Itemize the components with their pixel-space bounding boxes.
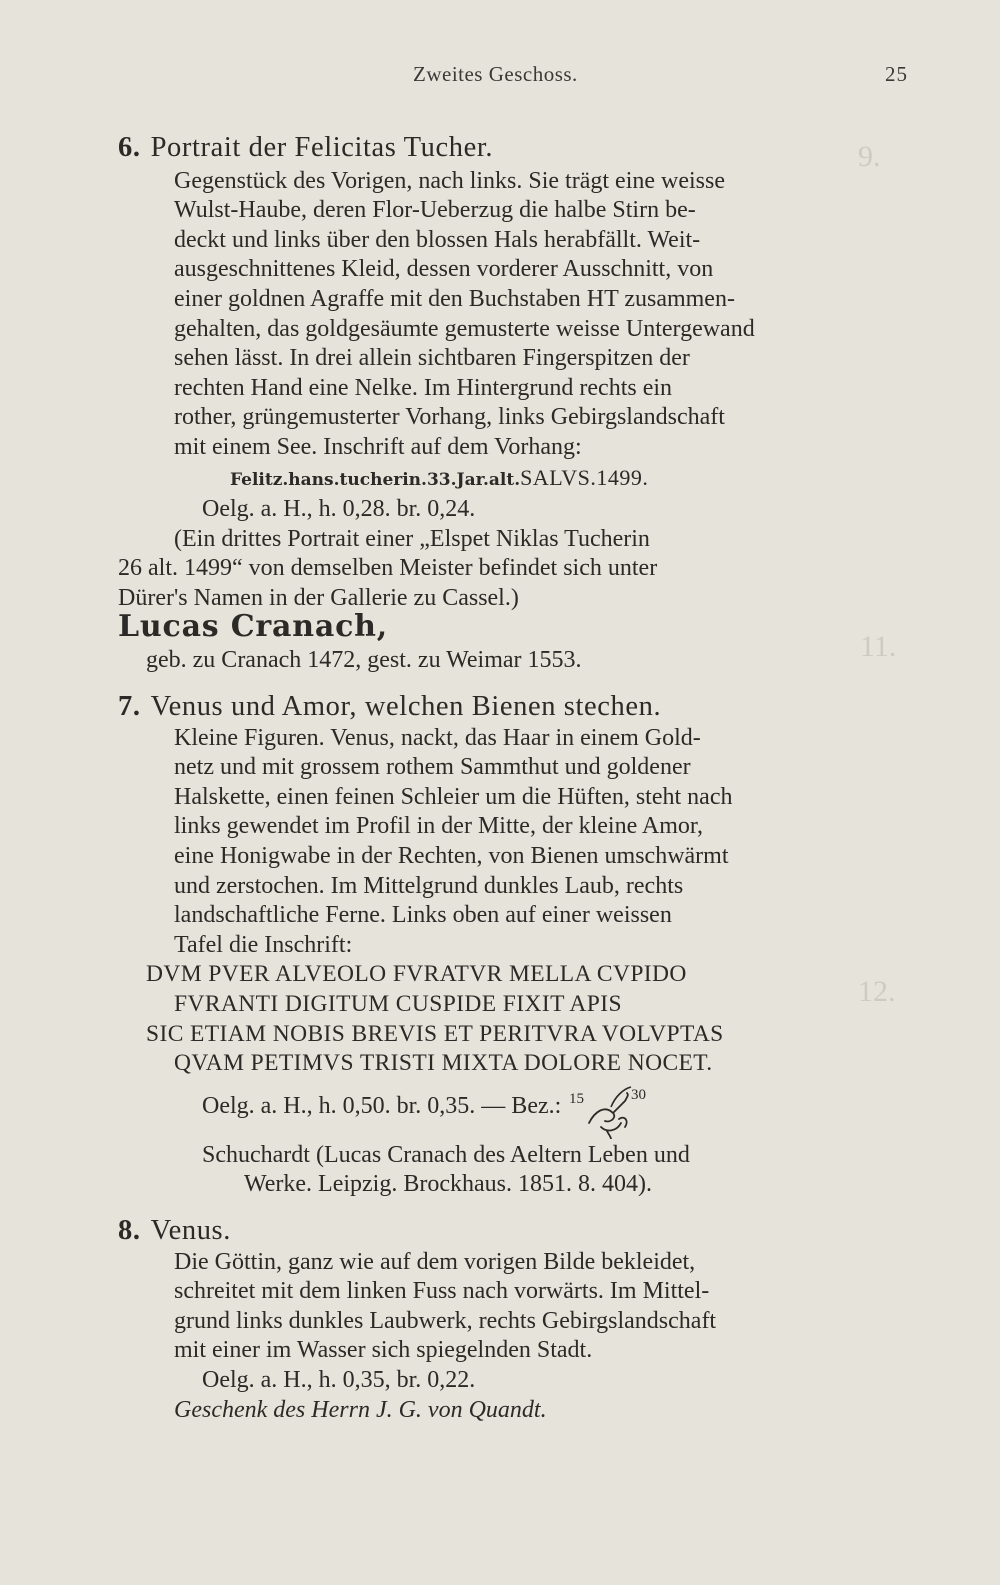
entry-note-continued: [118, 554, 916, 613]
entry-title: Portrait der Felicitas Tucher.: [150, 132, 494, 163]
text-line: Werke. Leipzig. Brockhaus. 1851. 8. 404).: [244, 1171, 652, 1198]
text-line: Die Göttin, ganz wie auf dem vorigen Bilde bekleidet,: [174, 1248, 696, 1275]
entry-title: Venus und Amor, welchen Bienen stechen.: [150, 691, 662, 722]
measurements: Oelg. a. H., h. 0,28. br. 0,24.: [202, 496, 476, 523]
inscription-line: SIC ETIAM NOBIS BREVIS ET PERITVRA VOLVPTAS: [146, 1020, 724, 1047]
entry-description: [174, 1248, 916, 1366]
text-line: Tafel die Inschrift:: [174, 931, 353, 958]
inscription: [230, 463, 918, 496]
artist-section: [118, 609, 918, 675]
entry-number: 8.: [118, 1215, 141, 1246]
entry-description: [174, 724, 916, 961]
show-through-text: 11.: [860, 630, 897, 663]
inscription-line: QVAM PETIMVS TRISTI MIXTA DOLORE NOCET.: [174, 1050, 713, 1077]
text-line: Dürer's Namen in der Gallerie zu Cassel.): [118, 584, 519, 611]
text-line: links gewendet im Profil in der Mitte, der kleine Amor,: [174, 813, 703, 840]
catalogue-entry-8: [118, 1216, 918, 1425]
text-line: netz und mit grossem rothem Sammthut und goldener: [174, 754, 691, 781]
inscription-fraktur: Felitz.hans.tucherin.33.Jar.alt.: [230, 469, 521, 490]
inscription-line: FVRANTI DIGITUM CUSPIDE FIXIT APIS: [174, 990, 622, 1017]
measurements: Oelg. a. H., h. 0,50. br. 0,35. — Bez.:: [202, 1092, 562, 1119]
text-line: Wulst-Haube, deren Flor-Ueberzug die halbe Stirn be-: [174, 197, 696, 224]
catalogue-entry-6: [118, 133, 918, 614]
entry-number: 6.: [118, 132, 141, 163]
text-line: Schuchardt (Lucas Cranach des Aeltern Leben und: [202, 1141, 690, 1168]
svg-text:30: 30: [631, 1086, 647, 1103]
text-line: Gegenstück des Vorigen, nach links. Sie trägt eine weisse: [174, 167, 725, 194]
svg-text:15: 15: [569, 1090, 585, 1107]
entry-number: 7.: [118, 691, 141, 722]
text-line: mit einer im Wasser sich spiegelnden Stadt.: [174, 1337, 593, 1364]
text-line: einer goldnen Agraffe mit den Buchstaben HT zusammen-: [174, 285, 735, 312]
running-header: [0, 62, 1000, 92]
show-through-text: 9.: [858, 140, 881, 173]
entry-title: Venus.: [150, 1215, 231, 1246]
entry-heading: [118, 692, 918, 722]
text-line: (Ein drittes Portrait einer „Elspet Niklas Tucherin: [174, 525, 650, 552]
reference: [202, 1141, 916, 1200]
catalogue-entry-7: [118, 692, 918, 1200]
text-line: und zerstochen. Im Mittelgrund dunkles Laub, rechts: [174, 872, 684, 899]
text-line: sehen lässt. In drei allein sichtbaren Fingerspitzen der: [174, 345, 690, 372]
inscription-roman: SALVS.1499.: [520, 464, 649, 490]
artist-name: Lucas Cranach,: [118, 609, 389, 644]
running-title: Zweites Geschoss.: [413, 62, 578, 86]
entry-note: [174, 525, 916, 555]
text-line: Kleine Figuren. Venus, nackt, das Haar in einem Gold-: [174, 724, 701, 751]
text-line: Halskette, einen feinen Schleier um die Hüften, steht nach: [174, 783, 733, 810]
text-line: landschaftliche Ferne. Links oben auf einer weissen: [174, 902, 672, 929]
entry-description: [174, 167, 916, 463]
text-line: 26 alt. 1499“ von demselben Meister befindet sich unter: [118, 555, 658, 582]
text-line: deckt und links über den blossen Hals herabfällt. Weit-: [174, 226, 701, 253]
provenance: Geschenk des Herrn J. G. von Quandt.: [174, 1396, 547, 1423]
text-line: mit einem See. Inschrift auf dem Vorhang:: [174, 433, 582, 460]
measurements-line: [202, 1086, 916, 1133]
page-number: 25: [885, 62, 908, 86]
text-line: ausgeschnittenes Kleid, dessen vorderer Ausschnitt, von: [174, 256, 714, 283]
text-line: eine Honigwabe in der Rechten, von Bienen umschwärmt: [174, 842, 729, 869]
inscription-line: DVM PVER ALVEOLO FVRATVR MELLA CVPIDO: [146, 961, 687, 988]
latin-inscription: [118, 960, 918, 1078]
entry-heading: [118, 1216, 918, 1246]
show-through-text: 12.: [858, 975, 896, 1008]
entry-heading: [118, 133, 918, 163]
text-line: rother, grüngemusterter Vorhang, links Gebirgslandschaft: [174, 404, 725, 431]
text-line: schreitet mit dem linken Fuss nach vorwärts. Im Mittel-: [174, 1278, 710, 1305]
artist-life-dates: geb. zu Cranach 1472, gest. zu Weimar 1553.: [146, 646, 582, 673]
measurements: Oelg. a. H., h. 0,35, br. 0,22.: [202, 1366, 476, 1393]
winged-serpent-signature-icon: [567, 1083, 677, 1139]
text-line: rechten Hand eine Nelke. Im Hintergrund rechts ein: [174, 374, 673, 401]
text-line: gehalten, das goldgesäumte gemusterte weisse Untergewand: [174, 315, 755, 342]
monogram-signature: [567, 1086, 677, 1131]
text-line: grund links dunkles Laubwerk, rechts Gebirgslandschaft: [174, 1307, 717, 1334]
